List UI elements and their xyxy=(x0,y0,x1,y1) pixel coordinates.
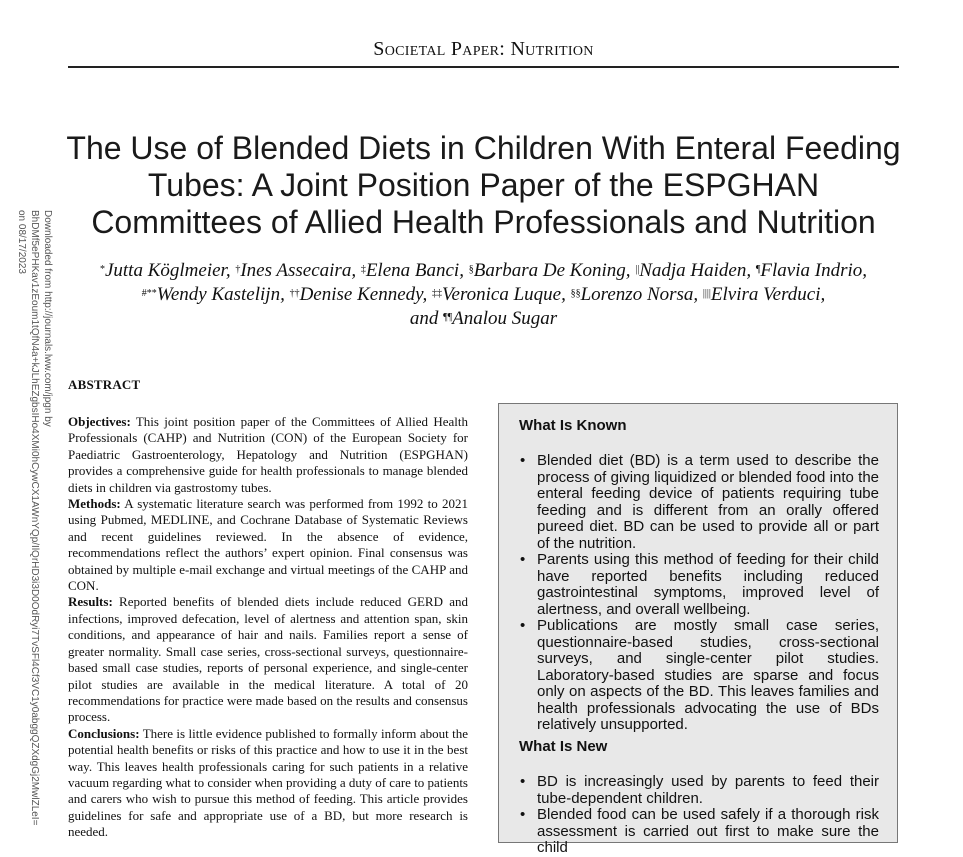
abstract-heading: ABSTRACT xyxy=(68,377,141,392)
author-list xyxy=(68,259,899,331)
abstract-methods xyxy=(68,496,468,594)
author-name: Denise Kennedy, xyxy=(299,284,428,305)
affiliation-mark: ¶ xyxy=(755,264,761,275)
list-item: • Parents using this method of feeding for their child have reported benefits including reduced gastrointestinal symptoms, improved level of alertness, and overall wellbeing. xyxy=(519,552,879,618)
affiliation-mark: §§ xyxy=(570,288,581,299)
section-title: Societal Paper: Nutrition xyxy=(373,38,594,60)
abstract-label: Results: xyxy=(68,594,113,610)
author xyxy=(571,284,699,305)
abstract-text: Reported benefits of blended diets include reduced GERD and infections, improved defecation, level of alertness and attention span, skin conditions, and appearance of hair and nails. Families report a sense of greater normality. Small case series, cross-sectional surveys, questionnaire-based small case studies, reports of personal experience, and single-center pilot studies are available in the medical literature. A total of 20 recommendations for practice were made based on the results and consensus process. xyxy=(68,594,468,725)
what-is-known-heading: What Is Known xyxy=(519,417,627,434)
author-name: Ines Assecaira, xyxy=(240,260,357,281)
affiliation-mark: ¶¶ xyxy=(443,312,453,323)
paper-title: The Use of Blended Diets in Children With Enteral Feeding Tubes: A Joint Position Paper of the ESPGHAN Committees of Allied Health Professionals and Nutrition xyxy=(66,130,901,240)
abstract-label: Methods: xyxy=(68,496,121,512)
list-item: • BD is increasingly used by parents to feed their tube-dependent children. xyxy=(519,774,879,807)
abstract-body xyxy=(68,414,468,841)
list-item: • Publications are mostly small case series, questionnaire-based studies, cross-sectional surveys, and single-center pilot studies. Laboratory-based studies are sparse and focus only on aspects of the BD. This leaves families and health professionals advocating the use of BDs relatively unsupported. xyxy=(519,618,879,734)
affiliation-mark: ‡‡ xyxy=(432,288,443,299)
author xyxy=(142,284,285,305)
affiliation-mark: || xyxy=(635,264,640,275)
affiliation-mark: †† xyxy=(289,288,300,299)
affiliation-mark: ‡ xyxy=(360,264,366,275)
author xyxy=(361,260,464,281)
author-name: Wendy Kastelijn, xyxy=(156,284,285,305)
list-item: • Blended diet (BD) is a term used to describe the process of giving liquidized or blended food into the enteral feeding device of patients requiring tube feeding and is different from an orally offered pureed diet. BD can be used to provide all or part of the nutrition. xyxy=(519,453,879,552)
affiliation-mark: * xyxy=(99,264,105,275)
author-name: Analou Sugar xyxy=(452,308,558,329)
author-name: Veronica Luque, xyxy=(442,284,566,305)
author xyxy=(469,260,631,281)
author-name: Flavia Indrio, xyxy=(760,260,868,281)
author xyxy=(100,260,231,281)
abstract-label: Objectives: xyxy=(68,414,131,429)
affiliation-mark: |||| xyxy=(702,288,711,299)
author-name: Elena Banci, xyxy=(365,260,464,281)
author-name: Nadja Haiden, xyxy=(639,260,752,281)
author-prefix: and xyxy=(409,308,444,329)
abstract-text: This joint position paper of the Committees of Allied Health Professionals (CAHP) and Nutrition (CON) of the European Society for Paediatric Gastroenterology, Hepatology and Nutrition (ESPGHAN) provides a comprehensive guide for health professionals to manage blended diets in children via gastrostomy tubes. xyxy=(68,414,468,495)
key-points-box xyxy=(498,403,898,856)
abstract-objectives xyxy=(68,414,468,496)
author xyxy=(290,284,428,305)
what-is-known-list xyxy=(519,453,879,734)
abstract-text: A systematic literature search was performed from 1992 to 2021 using Pubmed, MEDLINE, and Cochrane Database of Systematic Reviews and recent guidelines reviewed. In the absence of evidence, recommendations reflect the authors’ expert opinion. Final consensus was obtained by multiple e-mail exchange and virtual meetings of the CAHP and CON. xyxy=(68,496,468,594)
author xyxy=(410,308,557,329)
author-name: Jutta Köglmeier, xyxy=(104,260,231,281)
affiliation-mark: § xyxy=(468,264,474,275)
abstract-label: Conclusions: xyxy=(68,725,140,741)
author-name: Elvira Verduci, xyxy=(710,284,826,305)
affiliation-mark: † xyxy=(235,264,241,275)
author xyxy=(703,284,825,305)
author-name: Barbara De Koning, xyxy=(473,260,631,281)
author xyxy=(756,260,867,281)
abstract-text: There is little evidence published to formally inform about the potential health benefits or risks of this practice and how to use it in the best way. This leaves health professionals caring for such patients in a relative vacuum regarding what to consider when providing a duty of care to patients and carers who wish to pursue this method of feeding. This article provides guidelines for safe and appropriate use of a BD, but more research is needed. xyxy=(68,725,468,840)
abstract-conclusions xyxy=(68,726,468,841)
what-is-new-heading: What Is New xyxy=(519,738,608,755)
affiliation-mark: #** xyxy=(141,288,157,299)
author xyxy=(432,284,566,305)
author xyxy=(235,260,356,281)
author-name: Lorenzo Norsa, xyxy=(580,284,699,305)
list-item: • Blended food can be used safely if a thorough risk assessment is carried out first to make sure the child xyxy=(519,807,879,857)
download-watermark: Downloaded from http://journals.lww.com/jpgn by BhDMf5ePHKav1zEoum1tQfN4a+kJLhEZgbsIHo4XMi0hCywCX1AWnYQp/IlQrHD3i3D0OdRyi7TvSFl4Cf3VC1y0abggQZXdgGj2MwlZLeI= on 08/17/2023 xyxy=(16,210,53,826)
author xyxy=(635,260,751,281)
header-rule xyxy=(68,66,899,68)
what-is-new-list xyxy=(519,774,879,857)
abstract-results xyxy=(68,594,468,725)
